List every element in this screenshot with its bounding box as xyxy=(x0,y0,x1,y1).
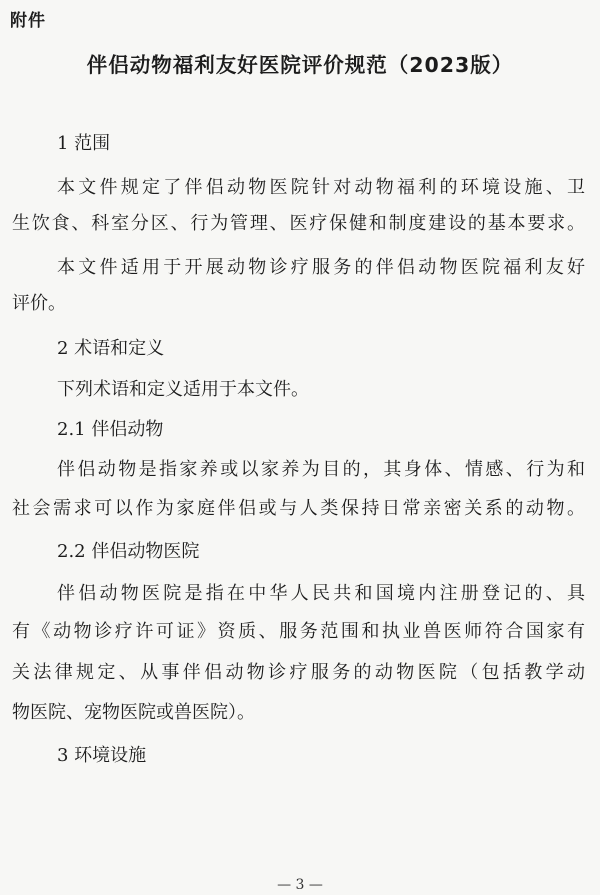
attachment-label: 附件 xyxy=(10,11,46,31)
section-2-intro: 下列术语和定义适用于本文件。 xyxy=(57,379,309,400)
section-2-2-line-2: 有《动物诊疗许可证》资质、服务范围和执业兽医师符合国家有 xyxy=(12,621,585,642)
section-2-2-line-4: 物医院、宠物医院或兽医院）。 xyxy=(12,702,255,723)
section-1-heading: 1 范围 xyxy=(57,133,111,154)
section-1-paragraph-2-line-1: 本文件适用于开展动物诊疗服务的伴侣动物医院福利友好 xyxy=(57,257,585,278)
section-2-2-heading: 2.2 伴侣动物医院 xyxy=(57,541,200,562)
section-1-paragraph-1-line-1: 本文件规定了伴侣动物医院针对动物福利的环境设施、卫 xyxy=(57,177,585,198)
section-2-1-line-1: 伴侣动物是指家养或以家养为目的，其身体、情感、行为和 xyxy=(57,459,585,480)
section-2-heading: 2 术语和定义 xyxy=(57,338,165,359)
section-2-1-heading: 2.1 伴侣动物 xyxy=(57,419,164,440)
section-2-2-line-1: 伴侣动物医院是指在中华人民共和国境内注册登记的、具 xyxy=(57,583,585,604)
section-1-paragraph-1-line-2: 生饮食、科室分区、行为管理、医疗保健和制度建设的基本要求。 xyxy=(12,213,585,234)
section-1-paragraph-2-line-2: 评价。 xyxy=(12,293,66,314)
section-3-heading: 3 环境设施 xyxy=(57,745,147,766)
section-2-1-line-2: 社会需求可以作为家庭伴侣或与人类保持日常亲密关系的动物。 xyxy=(12,498,585,519)
section-2-2-line-3: 关法律规定、从事伴侣动物诊疗服务的动物医院（包括教学动 xyxy=(12,662,585,683)
page-number: — 3 — xyxy=(277,877,323,893)
document-title: 伴侣动物福利友好医院评价规范（2023版） xyxy=(86,53,514,77)
